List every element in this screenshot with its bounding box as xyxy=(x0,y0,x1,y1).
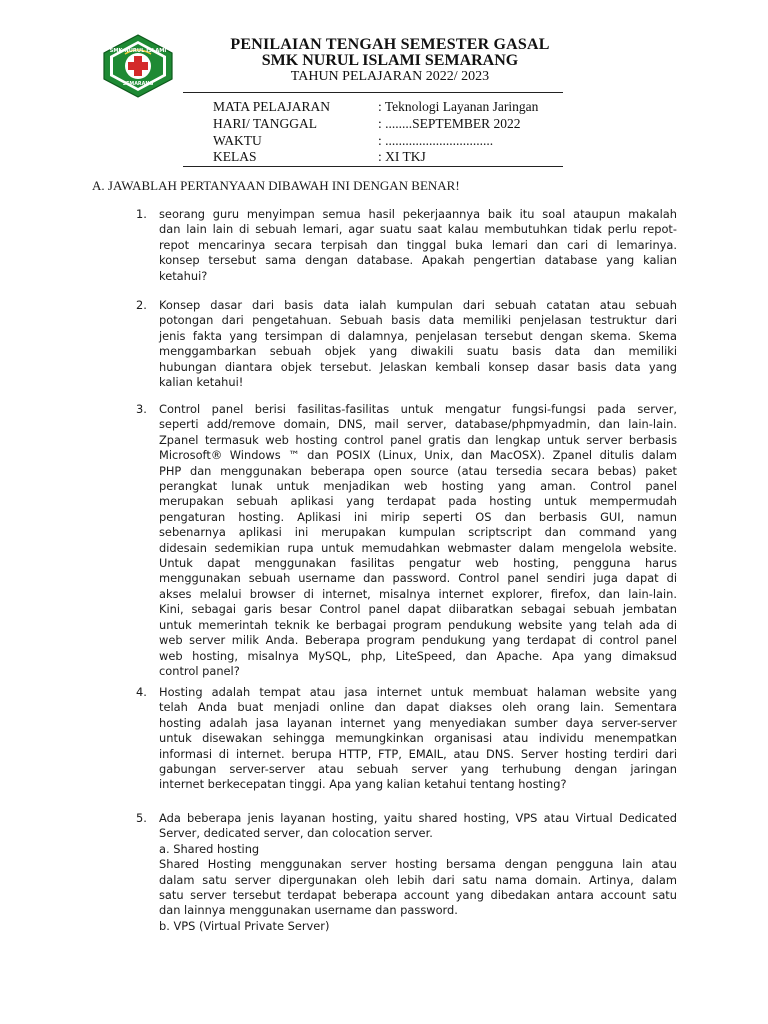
question-line: konsep tersebut sama dengan database. Apakah pengertian database yang kalian xyxy=(159,253,677,268)
question-line: Control panel berisi fasilitas-fasilitas untuk mengatur fungsi-fungsi pada server, xyxy=(159,402,677,416)
question-line: repot mencarinya secara terpisah dan tinggal buka lemari dan cari di lemarinya. xyxy=(159,237,677,252)
info-value: : ................................ xyxy=(378,133,494,148)
question-line: pengaturan hosting. Aplikasi ini mirip seperti OS dan berbasis GUI, namun xyxy=(159,509,677,524)
info-label: MATA PELAJARAN xyxy=(213,99,331,114)
info-label: KELAS xyxy=(213,149,257,164)
question-line: b. VPS (Virtual Private Server) xyxy=(159,918,330,933)
info-value: : ........SEPTEMBER 2022 xyxy=(378,116,521,131)
question-line: Kini, sebagai garis besar Control panel dapat diibaratkan sebagai sebuah jembatan xyxy=(159,602,677,617)
question-line: perangkat lunak untuk menjadikan web hosting yang aman. Control panel xyxy=(159,479,677,494)
question-line: dalam satu server dipergunakan oleh lebih dari satu nama domain. Artinya, dalam xyxy=(159,872,677,887)
question-number: 5. xyxy=(136,811,147,825)
question-line: Shared Hosting menggunakan server hosting bersama dengan pengguna lain atau xyxy=(159,857,677,872)
question-line: control panel? xyxy=(159,663,240,678)
question-line: merupakan sebuah aplikasi yang terdapat pada hosting untuk mempermudah xyxy=(159,494,677,509)
question-line: untuk memerintah teknik ke berbagai program pendukung website yang telah ada di xyxy=(159,617,677,632)
school-logo xyxy=(103,34,173,98)
question-5-text xyxy=(159,811,677,934)
question-line: Zpanel termasuk web hosting control panel gratis dan lengkap untuk server berbasis xyxy=(159,432,677,447)
question-line: menggambarkan sebuah objek yang diwakili suatu basis data dan memiliki xyxy=(159,344,677,359)
question-line: sebenarnya aplikasi ini merupakan kumpulan scriptscript dan command yang xyxy=(159,525,677,540)
question-line: potongan dari pengetahuan. Sebuah basis data memiliki penjelasan testruktur dari xyxy=(159,313,677,328)
question-line: dan lainnya menggunakan username dan password. xyxy=(159,903,458,918)
question-line: dan lain lain di sebuah lemari, agar suatu saat kalau membutuhkan tidak perlu repot- xyxy=(159,222,677,237)
question-line: Konsep dasar dari basis data ialah kumpulan dari sebuah catatan atau sebuah xyxy=(159,298,677,312)
section-title: A. JAWABLAH PERTANYAAN DIBAWAH INI DENGAN BENAR! xyxy=(92,178,460,193)
academic-year: TAHUN PELAJARAN 2022/ 2023 xyxy=(290,69,490,84)
school-name: SMK NURUL ISLAMI SEMARANG xyxy=(261,52,519,69)
question-line: didesain sedemikian rupa untuk memudahkan webmaster dalam mengelola website. xyxy=(159,540,677,555)
info-label: WAKTU xyxy=(213,133,262,148)
info-value: : Teknologi Layanan Jaringan xyxy=(378,99,539,114)
question-line: hosting adalah jasa layanan internet yang menyediakan sumber daya server-server xyxy=(159,715,677,730)
question-line: telah Anda buat menjadi online dan dapat diakses oleh orang lain. Sementara xyxy=(159,700,677,715)
question-line: hubungan diantara objek tersebut. Jelaskan kembali konsep dasar basis data yang xyxy=(159,359,677,374)
question-line: web hosting, misalnya MySQL, php, LiteSpeed, dan Apache. Apa yang dimaksud xyxy=(159,648,677,663)
header-top-divider xyxy=(183,92,563,93)
question-line: informasi di internet. berupa HTTP, FTP, EMAIL, atau DNS. Server hosting terdiri dari xyxy=(159,746,677,761)
logo-bottom-text: SEMARANG xyxy=(122,82,154,87)
question-line: internet berkecepatan tinggi. Apa yang kalian ketahui tentang hosting? xyxy=(159,777,567,792)
question-line: PHP dan menggunakan beberapa open source (atau tersedia secara bebas) paket xyxy=(159,463,677,478)
question-line: kalian ketahui! xyxy=(159,375,244,390)
question-line: web server milik Anda. Beberapa program pendukung yang terdapat di control panel xyxy=(159,633,677,648)
question-line: satu server tersebut terdapat beberapa account yang dibedakan antara account satu xyxy=(159,888,677,903)
question-line: Ada beberapa jenis layanan hosting, yaitu shared hosting, VPS atau Virtual Dedicated xyxy=(159,811,677,825)
question-number: 4. xyxy=(136,685,147,699)
question-number: 3. xyxy=(136,402,147,416)
question-line: seperti add/remove domain, DNS, mail server, database/phpmyadmin, dan lain-lain. xyxy=(159,417,677,432)
logo-top-text: SMK NURUL ISLAMI xyxy=(109,48,167,54)
question-line: jenis fakta yang tersimpan di dalamnya, penjelasan tersebut dengan skema. Skema xyxy=(159,328,677,343)
question-line: Microsoft® Windows ™ dan POSIX (Linux, Unix, dan MacOSX). Zpanel ditulis dalam xyxy=(159,448,677,463)
question-number: 1. xyxy=(136,207,147,221)
question-line: ketahui? xyxy=(159,268,208,283)
exam-title: PENILAIAN TENGAH SEMESTER GASAL xyxy=(230,36,550,53)
header-bottom-divider xyxy=(183,166,563,167)
question-2-text xyxy=(159,298,677,390)
question-number: 2. xyxy=(136,298,147,312)
info-value: : XI TKJ xyxy=(378,149,426,164)
question-line: Untuk dapat menggunakan fasilitas pengatur web hosting, pengguna harus xyxy=(159,556,677,571)
question-1-text xyxy=(159,207,677,284)
question-line: seorang guru menyimpan semua hasil pekerjaannya baik itu soal ataupun makalah xyxy=(159,207,677,221)
question-3-text xyxy=(159,402,677,679)
question-line: menggunakan sebuah username dan password. Control panel sendiri juga dapat di xyxy=(159,571,677,586)
question-line: akses melalui browser di internet, misalnya internet explorer, firefox, dan lain-lain. xyxy=(159,586,677,601)
question-line: Hosting adalah tempat atau jasa internet untuk membuat halaman website yang xyxy=(159,685,677,699)
question-line: untuk disewakan sehingga memungkinkan organisasi atau individu menempatkan xyxy=(159,731,677,746)
question-line: Server, dedicated server, dan colocation server. xyxy=(159,826,433,841)
question-line: gabungan server-server atau sebuah server yang terhubung dengan jaringan xyxy=(159,762,677,777)
question-line: a. Shared hosting xyxy=(159,841,260,856)
info-label: HARI/ TANGGAL xyxy=(213,116,318,131)
question-4-text xyxy=(159,685,677,793)
